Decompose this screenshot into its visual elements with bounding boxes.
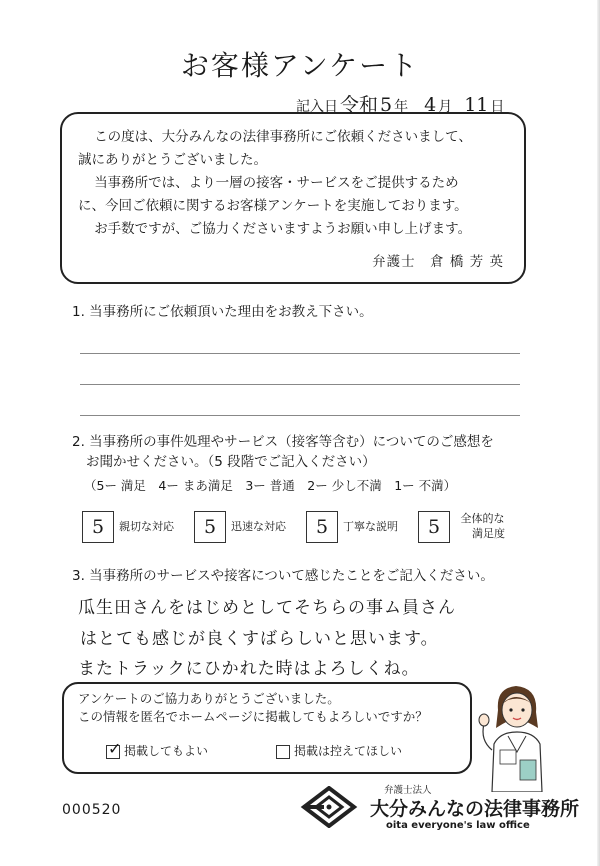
- firm-logo-icon: [300, 786, 358, 828]
- rating-kindness-box: [82, 511, 114, 543]
- intro-line-1: この度は、大分みんなの法律事務所にご依頼くださいまして、: [94, 129, 472, 145]
- date-day: 11: [464, 94, 489, 116]
- date-label: 記入日: [296, 99, 338, 115]
- firm-name: 大分みんなの法律事務所: [370, 798, 580, 820]
- intro-box: [60, 112, 526, 284]
- staff-mascot-illustration: [478, 680, 554, 792]
- intro-signer: 弁護士 倉 橋 芳 英: [372, 254, 504, 270]
- rating-overall-label: [460, 511, 505, 541]
- rating-speed-box: [194, 511, 226, 543]
- consent-no-option[interactable]: [276, 742, 402, 760]
- question-1: 1. 当事務所にご依頼頂いた理由をお教え下さい。: [72, 304, 373, 320]
- rating-overall-label-2: 満足度: [472, 527, 505, 540]
- rating-kindness-label: 親切な対応: [119, 520, 174, 533]
- answer-line-2-text: はとても感じが良くすばらしいと思います。: [80, 629, 439, 649]
- answer-line-1: [80, 353, 520, 354]
- answer-line-2: [80, 384, 520, 385]
- consent-yes-checkbox[interactable]: [106, 738, 122, 759]
- rating-legend: （5ー 満足 4ー まあ満足 3ー 普通 2ー 少し不満 1ー 不満）: [84, 478, 457, 493]
- consent-options: [78, 738, 470, 760]
- consent-no-checkbox[interactable]: [276, 745, 290, 759]
- rating-speed-score: 5: [203, 516, 217, 538]
- answer-line-1-text: 瓜生田さんをはじめとしてそちらの事ム員さん: [78, 598, 456, 618]
- consent-yes-option[interactable]: [106, 738, 208, 760]
- consent-line-1: アンケートのご協力ありがとうございました。: [78, 691, 340, 706]
- firm-type: 弁護士法人: [384, 785, 432, 796]
- rating-overall-label-1: 全体的な: [460, 512, 505, 525]
- firm-name-english: oita everyone's law office: [386, 820, 530, 831]
- form-serial-number: 000520: [62, 802, 122, 818]
- rating-explanation-label: 丁寧な説明: [343, 520, 398, 533]
- page-title: お客様アンケート: [180, 49, 420, 82]
- intro-line-2: 誠にありがとうございました。: [78, 152, 267, 168]
- consent-yes-label: 掲載してもよい: [123, 744, 208, 758]
- date-year-unit: 年: [394, 99, 409, 115]
- answer-line-3: [80, 415, 520, 416]
- answer-line-3-text: またトラックにひかれた時はよろしくね。: [78, 659, 420, 679]
- date-day-unit: 日: [490, 99, 505, 115]
- question-2-line-1: 2. 当事務所の事件処理やサービス（接客等含む）についてのご感想を: [72, 434, 494, 450]
- consent-no-label: 掲載は控えてほしい: [293, 744, 402, 758]
- date-year: 5: [380, 94, 393, 116]
- rating-kindness-score: 5: [91, 516, 105, 538]
- rating-speed-label: 迅速な対応: [231, 520, 286, 533]
- intro-line-3: 当事務所では、より一層の接客・サービスをご提供するため: [94, 175, 459, 191]
- intro-line-4: に、今回ご依頼に関するお客様アンケートを実施しております。: [78, 198, 468, 214]
- question-2-line-2: お聞かせください。（5 段階でご記入ください）: [86, 454, 376, 470]
- question-3: 3. 当事務所のサービスや接客について感じたことをご記入ください。: [72, 568, 494, 584]
- rating-overall-score: 5: [427, 516, 441, 538]
- rating-explanation-score: 5: [315, 516, 329, 538]
- date-month: 4: [424, 94, 437, 116]
- consent-box: [62, 682, 472, 774]
- check-mark-icon: ✓: [108, 738, 122, 758]
- rating-overall-box: [418, 511, 450, 543]
- date-era: 令和: [340, 94, 379, 116]
- date-month-unit: 月: [438, 99, 453, 115]
- intro-line-5: お手数ですが、ご協力くださいますようお願い申し上げます。: [94, 221, 472, 237]
- rating-explanation-box: [306, 511, 338, 543]
- consent-line-2: この情報を匿名でホームページに掲載してもよろしいですか？: [78, 709, 428, 724]
